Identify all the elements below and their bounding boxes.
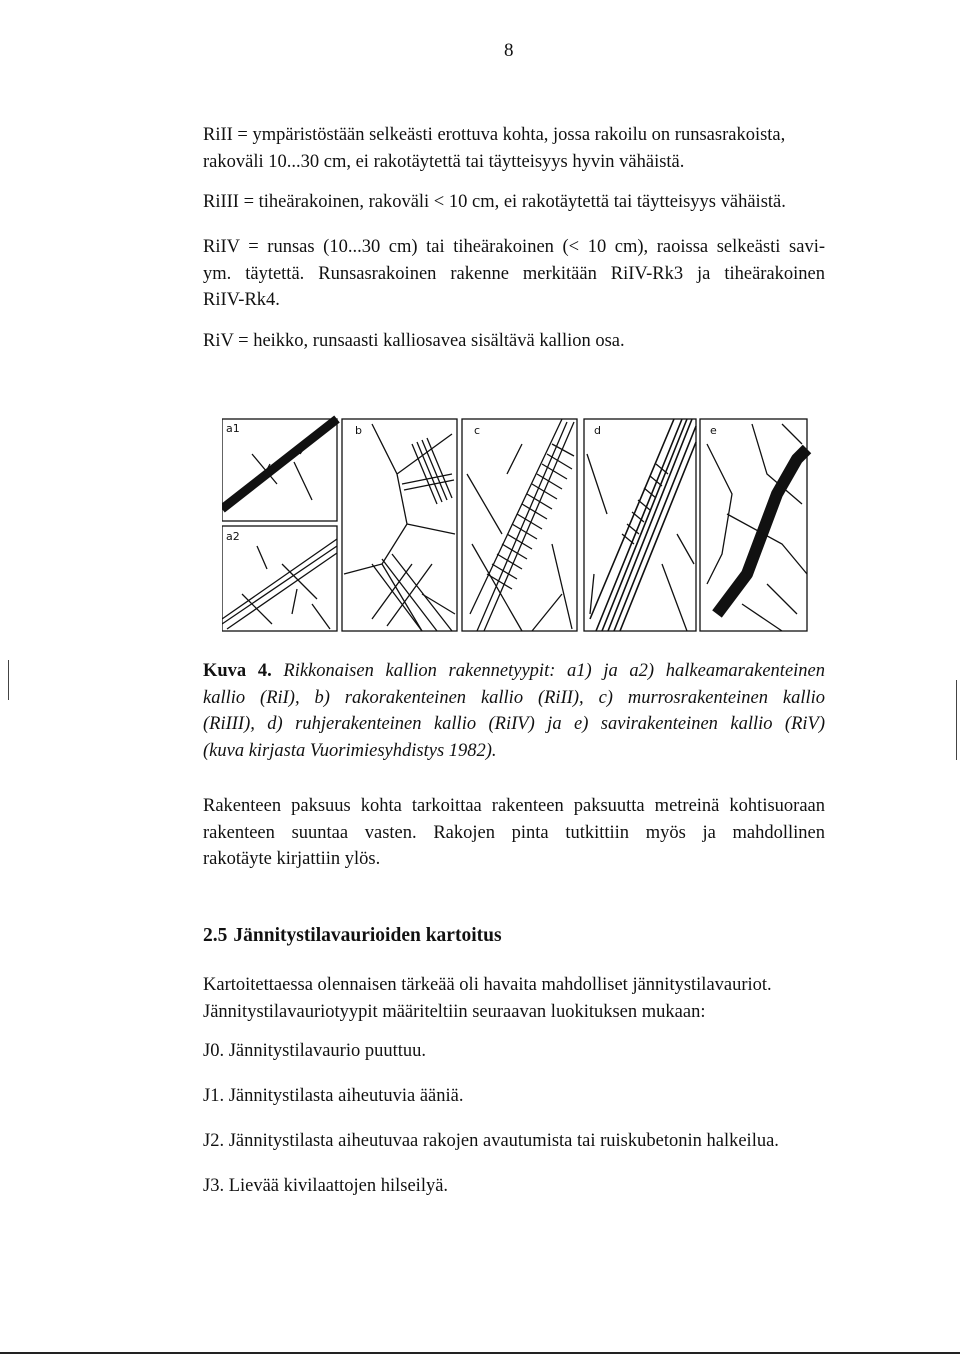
panel-c <box>462 419 577 631</box>
caption-label: Kuva 4. <box>203 661 272 681</box>
definition-riv-line-3: RiIV-Rk4. <box>203 290 280 310</box>
panel-a1 <box>222 419 337 521</box>
list-item-j1 <box>203 1083 825 1110</box>
panel-a1-label: a1 <box>226 422 240 435</box>
list-item-j3-text: J3. Lievää kivilaattojen hilseilyä. <box>203 1176 449 1196</box>
section-title: Jännitystilavaurioiden kartoitus <box>233 925 502 946</box>
panel-b-label: b <box>355 424 362 437</box>
panel-d <box>584 419 696 631</box>
definition-rii <box>203 122 825 175</box>
panel-e <box>700 419 807 631</box>
scan-edge-mark-left <box>8 660 9 700</box>
list-item-j2-text: J2. Jännitystilasta aiheutuvaa rakojen avautumista tai ruiskubetonin halkeilua. <box>203 1131 779 1151</box>
section-heading <box>203 925 502 947</box>
list-item-j1-text: J1. Jännitystilasta aiheutuvia ääniä. <box>203 1086 464 1106</box>
page-number: 8 <box>504 40 514 61</box>
panel-a2 <box>222 526 337 631</box>
definition-riv <box>203 234 825 314</box>
caption-line-1-text: Rikkonaisen kallion rakennetyypit: a1) ja a2) halkeamarakenteinen <box>283 661 826 681</box>
caption-line-2: kallio (RiI), b) rakorakenteinen kallio (RiII), c) murrosrakenteinen kallio <box>203 687 825 708</box>
definition-riii <box>203 189 825 216</box>
thickness-paragraph <box>203 793 825 873</box>
rock-structure-figure <box>222 414 812 636</box>
list-item-j3 <box>203 1173 825 1200</box>
definition-rv <box>203 328 825 355</box>
panel-e-label: e <box>710 424 717 437</box>
caption-line-1 <box>203 658 825 685</box>
definition-rv-line: RiV = heikko, runsaasti kalliosavea sisältävä kallion osa. <box>203 331 625 351</box>
panel-e-frame <box>700 419 807 631</box>
section-intro-line-2: Jännitystilavauriotyypit määriteltiin seuraavan luokituksen mukaan: <box>203 1001 706 1022</box>
section-intro <box>203 972 825 1025</box>
panel-d-label: d <box>594 424 601 437</box>
panel-b <box>342 419 457 631</box>
panel-c-frame <box>462 419 577 631</box>
definition-riv-line-2: ym. täytettä. Runsasrakoinen rakenne merkitään RiIV-Rk3 ja tiheärakoinen <box>203 263 825 284</box>
definition-riii-line: RiIII = tiheärakoinen, rakoväli < 10 cm, ei rakotäytettä tai täytteisyys vähäistä. <box>203 192 786 212</box>
scan-edge-mark-right <box>956 680 957 760</box>
section-number: 2.5 <box>203 925 228 946</box>
figure-caption <box>203 658 825 764</box>
panel-a2-label: a2 <box>226 530 240 543</box>
definition-riv-line-1: RiIV = runsas (10...30 cm) tai tiheärakoinen (< 10 cm), raoissa selkeästi savi- <box>203 237 825 257</box>
definition-rii-line-1: RiII = ympäristöstään selkeästi erottuva kohta, jossa rakoilu on runsasrakoista, <box>203 125 786 145</box>
panel-e-clay-band <box>717 449 807 614</box>
bottom-rule <box>0 1352 960 1354</box>
list-item-j2 <box>203 1128 825 1155</box>
definition-rii-line-2: rakoväli 10...30 cm, ei rakotäytettä tai täytteisyys hyvin vähäistä. <box>203 151 685 172</box>
caption-line-3: (RiIII), d) ruhjerakenteinen kallio (RiIV) ja e) savirakenteinen kallio (RiV) <box>203 714 825 734</box>
list-item-j0 <box>203 1038 825 1065</box>
section-intro-line-1: Kartoitettaessa olennaisen tärkeää oli havaita mahdolliset jännitystilavauriot. <box>203 975 772 995</box>
list-item-j0-text: J0. Jännitystilavaurio puuttuu. <box>203 1041 427 1061</box>
thickness-line-1: Rakenteen paksuus kohta tarkoittaa rakenteen paksuutta metreinä kohtisuoraan <box>203 796 825 816</box>
panel-c-label: c <box>474 424 481 437</box>
panel-b-frame <box>342 419 457 631</box>
thickness-line-3: rakotäyte kirjattiin ylös. <box>203 849 381 869</box>
caption-line-4: (kuva kirjasta Vuorimiesyhdistys 1982). <box>203 740 497 761</box>
thickness-line-2: rakenteen suuntaa vasten. Rakojen pinta tutkittiin myös ja mahdollinen <box>203 822 825 843</box>
